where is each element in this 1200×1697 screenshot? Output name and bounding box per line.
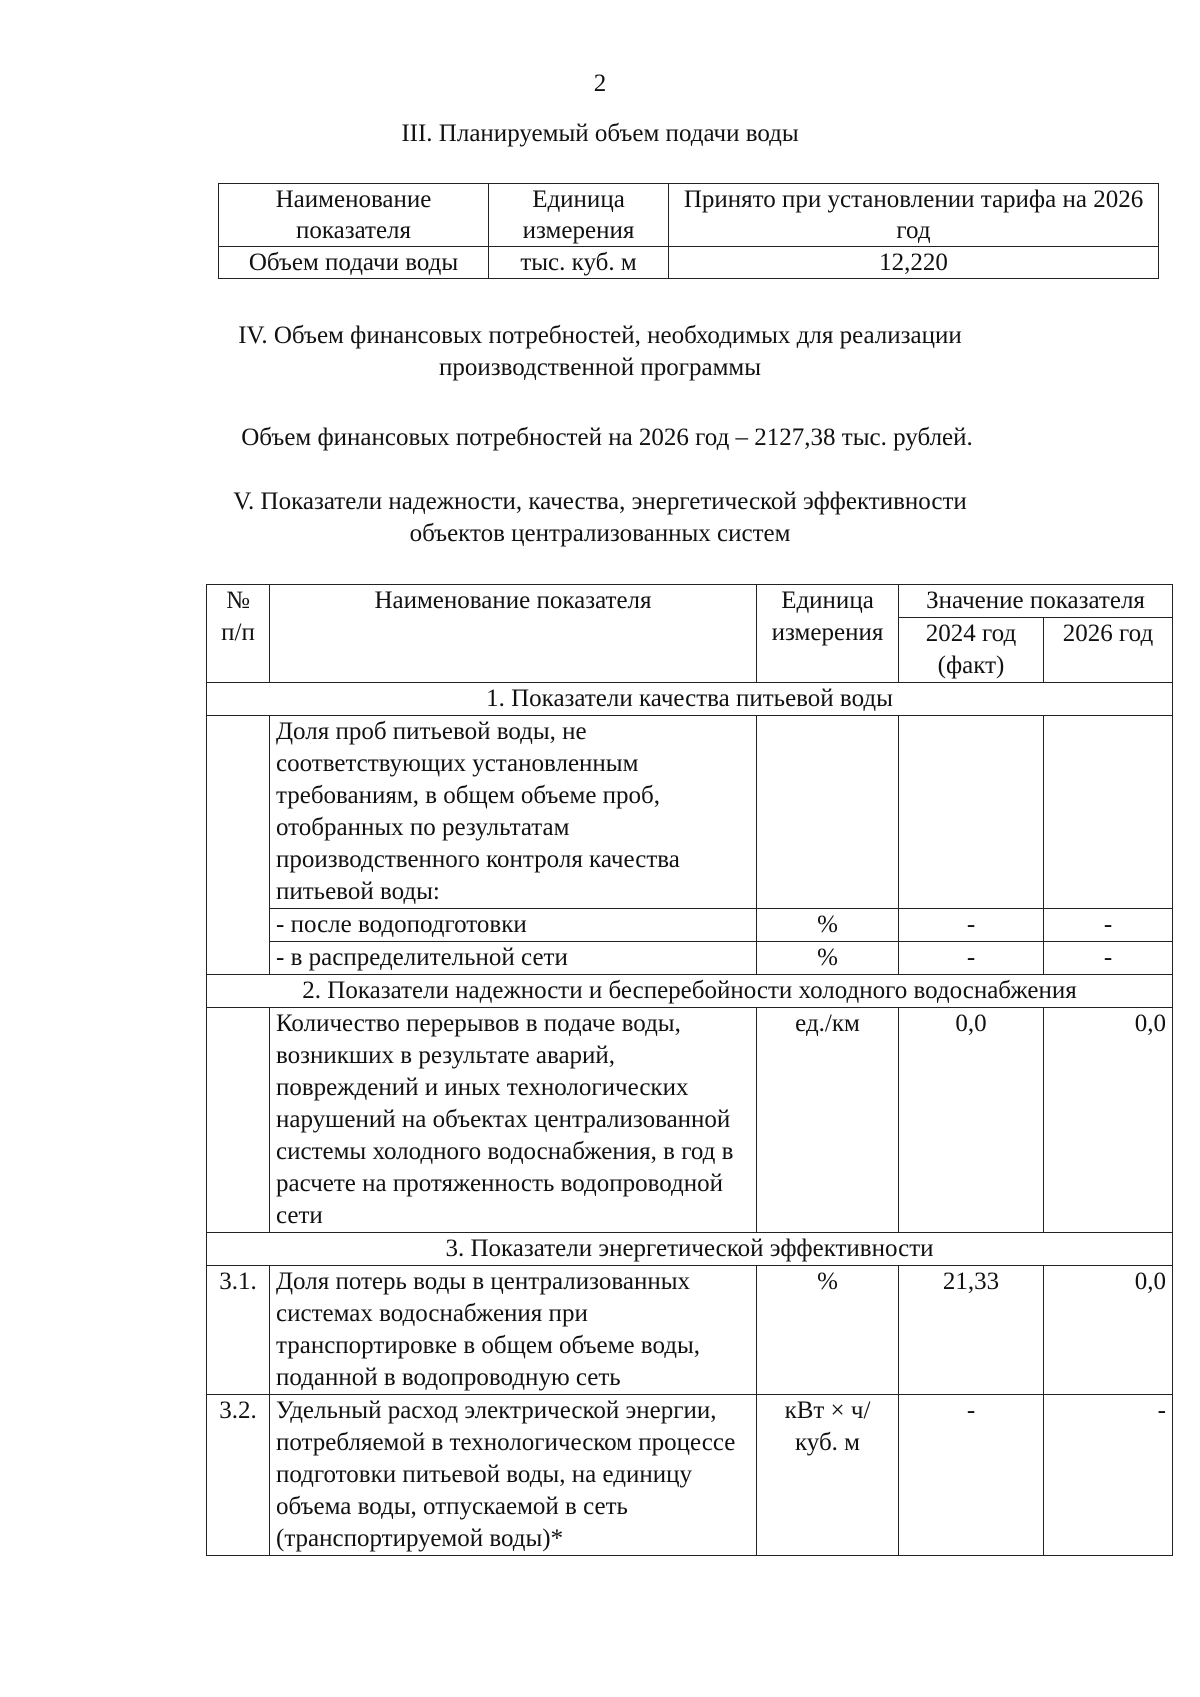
- financial-needs-text: Объем финансовых потребностей на 2026 год – 2127,38 тыс. рублей.: [241, 424, 973, 451]
- header-indicator-name: Наименование показателя: [219, 184, 489, 247]
- table-row: [219, 247, 1159, 279]
- cell-value-2024: 21,33: [899, 1266, 1044, 1395]
- section-5-title-line2: объектов централизованных систем: [409, 520, 791, 547]
- cell-indicator-name: Доля потерь воды в централизованных системах водоснабжения при транспортировке в общем объеме воды, поданной в водопроводную сеть: [270, 1266, 757, 1395]
- indicators-table: [206, 584, 1173, 1556]
- cell-value-2024: -: [899, 1395, 1044, 1556]
- cell-value-2024: -: [899, 909, 1044, 942]
- cell-value-2026: -: [1044, 1395, 1173, 1556]
- cell-indicator-name: - после водоподготовки: [270, 909, 757, 942]
- cell-number: 3.1.: [207, 1266, 270, 1395]
- table-row: [207, 942, 1173, 975]
- section-row-quality: [207, 683, 1173, 716]
- cell-indicator-name: Объем подачи воды: [219, 247, 489, 279]
- table-header-row: [219, 184, 1159, 247]
- cell-value-2026: 0,0: [1044, 1266, 1173, 1395]
- section-title: 3. Показатели энергетической эффективности: [207, 1233, 1173, 1266]
- section-title: 2. Показатели надежности и бесперебойности холодного водоснабжения: [207, 975, 1173, 1008]
- cell-value-2024: 0,0: [899, 1008, 1044, 1233]
- header-unit: Единица измерения: [489, 184, 669, 247]
- cell-unit: [757, 716, 899, 909]
- cell-indicator-name: Количество перерывов в подаче воды, возникших в результате аварий, повреждений и иных технологических нарушений на объектах централизованной системы холодного водоснабжения, в год в расчете на протяженность водопроводной сети: [270, 1008, 757, 1233]
- section-4-title-line1: IV. Объем финансовых потребностей, необходимых для реализации: [238, 322, 962, 349]
- cell-indicator-name: Удельный расход электрической энергии, потребляемой в технологическом процессе подготовки питьевой воды, на единицу объема воды, отпускаемой в сеть (транспортируемой воды)*: [270, 1395, 757, 1556]
- cell-indicator-name: Доля проб питьевой воды, не соответствующих установленным требованиям, в общем объеме проб, отобранных по результатам производственного контроля качества питьевой воды:: [270, 716, 757, 909]
- table-row: [207, 1008, 1173, 1233]
- cell-unit: тыс. куб. м: [489, 247, 669, 279]
- cell-unit: %: [757, 1266, 899, 1395]
- header-number: № п/п: [207, 585, 270, 683]
- header-value-group: Значение показателя: [899, 585, 1173, 618]
- header-indicator-name: Наименование показателя: [270, 585, 757, 683]
- cell-value-2026: -: [1044, 909, 1173, 942]
- cell-unit: ед./км: [757, 1008, 899, 1233]
- section-4-title-line2: производственной программы: [438, 354, 762, 381]
- header-accepted-tariff: Принято при установлении тарифа на 2026 год: [669, 184, 1159, 247]
- water-supply-table: [218, 183, 1159, 279]
- cell-value-2024: -: [899, 942, 1044, 975]
- cell-indicator-name: - в распределительной сети: [270, 942, 757, 975]
- cell-number: [207, 716, 270, 975]
- page-number: 2: [593, 70, 607, 97]
- cell-number: 3.2.: [207, 1395, 270, 1556]
- cell-value: 12,220: [669, 247, 1159, 279]
- header-year-2024: 2024 год (факт): [899, 618, 1044, 683]
- cell-unit: %: [757, 942, 899, 975]
- section-3-title: III. Планируемый объем подачи воды: [401, 120, 799, 147]
- header-year-2026: 2026 год: [1044, 618, 1173, 683]
- cell-value-2026: -: [1044, 942, 1173, 975]
- section-row-energy: [207, 1233, 1173, 1266]
- header-unit: Единица измерения: [757, 585, 899, 683]
- section-title: 1. Показатели качества питьевой воды: [207, 683, 1173, 716]
- table-row: [207, 1266, 1173, 1395]
- cell-number: [207, 1008, 270, 1233]
- table-row: [207, 716, 1173, 909]
- table-row: [207, 1395, 1173, 1556]
- cell-value-2026: 0,0: [1044, 1008, 1173, 1233]
- cell-value-2026: [1044, 716, 1173, 909]
- cell-unit: кВт × ч/ куб. м: [757, 1395, 899, 1556]
- section-5-title-line1: V. Показатели надежности, качества, энергетической эффективности: [233, 488, 967, 515]
- table-header-row: [207, 585, 1173, 618]
- section-row-reliability: [207, 975, 1173, 1008]
- cell-value-2024: [899, 716, 1044, 909]
- cell-unit: %: [757, 909, 899, 942]
- table-row: [207, 909, 1173, 942]
